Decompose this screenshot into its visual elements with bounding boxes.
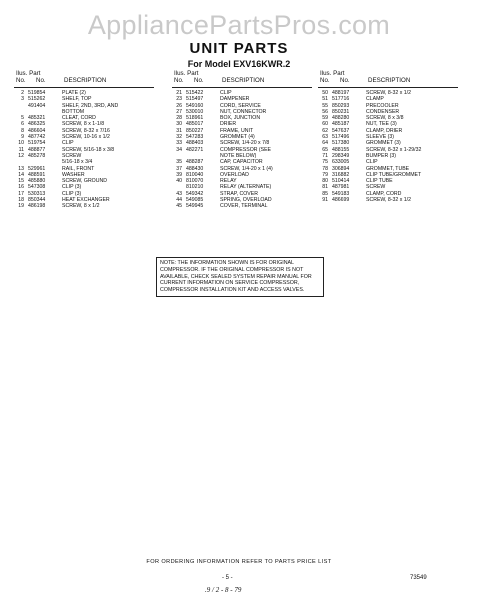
part-number: 306894 bbox=[332, 165, 350, 172]
part-number: 547283 bbox=[186, 134, 204, 141]
part-number: 519854 bbox=[28, 90, 46, 96]
illustration-number: 56 bbox=[322, 108, 328, 115]
part-number: 491404 bbox=[28, 102, 46, 109]
illustration-number: 91 bbox=[322, 197, 328, 204]
part-number: 488591 bbox=[28, 171, 46, 178]
description-header: DESCRIPTION bbox=[368, 77, 411, 84]
illustration-number: 80 bbox=[322, 178, 328, 185]
illustration-number: 3 bbox=[21, 96, 24, 103]
part-description: SPRING, OVERLOAD bbox=[220, 197, 272, 204]
part-description: DAMPENER bbox=[220, 96, 250, 103]
part-description: STRAP, COVER bbox=[220, 190, 258, 197]
part-number: 488280 bbox=[332, 115, 350, 122]
illustration-number: 5 bbox=[21, 115, 24, 122]
part-no-header: No. bbox=[194, 77, 204, 84]
illustration-number: 75 bbox=[322, 159, 328, 166]
part-number: 488197 bbox=[332, 90, 350, 96]
illustration-number: 23 bbox=[176, 96, 182, 103]
illustration-number: 78 bbox=[322, 165, 328, 172]
part-description: CLAMP bbox=[366, 96, 384, 103]
part-description: NUT, TEE (3) bbox=[366, 121, 397, 128]
illustration-number: 55 bbox=[322, 102, 328, 109]
part-description: SCREW, 8-32 x 1/2 bbox=[366, 90, 411, 96]
column-header bbox=[318, 70, 458, 88]
illustration-number: 51 bbox=[322, 96, 328, 103]
part-row bbox=[318, 197, 458, 203]
part-description: FRAME, UNIT bbox=[220, 127, 254, 134]
ilus-no-header: No. bbox=[174, 77, 184, 84]
model-subtitle: For Model EXV16KWR.2 bbox=[187, 59, 291, 69]
part-number: 487742 bbox=[28, 134, 46, 141]
part-number: 517716 bbox=[332, 96, 350, 103]
part-description: RELAY bbox=[220, 178, 237, 185]
part-description: CORD, SERVICE bbox=[220, 102, 261, 109]
part-number: 486699 bbox=[332, 197, 350, 204]
illustration-number: 43 bbox=[176, 190, 182, 197]
part-row bbox=[14, 203, 154, 209]
column-header bbox=[172, 70, 312, 88]
illustration-number: 32 bbox=[176, 134, 182, 141]
part-number: 530010 bbox=[186, 108, 204, 115]
illustration-number: 60 bbox=[322, 121, 328, 128]
illustration-number: 62 bbox=[322, 127, 328, 134]
illustration-number: 30 bbox=[176, 121, 182, 128]
part-description: CLIP (3) bbox=[62, 184, 82, 191]
illustration-number: 16 bbox=[18, 184, 24, 191]
illustration-number: 8 bbox=[21, 127, 24, 134]
illustration-number: 26 bbox=[176, 102, 182, 109]
part-description: SCREW bbox=[62, 152, 82, 159]
illustration-number: 12 bbox=[18, 152, 24, 159]
illustration-number: 15 bbox=[18, 178, 24, 185]
part-description: CLIP TUBE bbox=[366, 178, 393, 185]
part-description: SCREW, 5/16-18 x 3/8 bbox=[62, 146, 115, 153]
part-description: COMPRESSOR (SEE bbox=[220, 146, 272, 153]
illustration-number: 33 bbox=[176, 140, 182, 147]
illustration-number: 34 bbox=[176, 146, 182, 153]
description-header: DESCRIPTION bbox=[222, 77, 265, 84]
part-number: 485880 bbox=[28, 178, 46, 185]
part-description: SCREW, 1/4-20 x 7/8 bbox=[220, 140, 270, 147]
illustration-number: 2 bbox=[21, 90, 24, 96]
part-description: 5/16-18 x 3/4 bbox=[62, 159, 93, 166]
part-description: CLEAT, CORD bbox=[62, 115, 96, 122]
illustration-number: 11 bbox=[18, 146, 24, 153]
part-description: COVER, TERMINAL bbox=[220, 203, 268, 210]
parts-column-1 bbox=[14, 70, 154, 210]
part-number: 850293 bbox=[332, 102, 350, 109]
part-number: 549342 bbox=[186, 190, 204, 197]
part-description: CLIP (3) bbox=[62, 190, 82, 197]
part-number: 850227 bbox=[186, 127, 204, 134]
part-description: GROMMET (3) bbox=[366, 140, 401, 147]
illustration-number: 18 bbox=[18, 197, 24, 204]
page-number: - 5 - bbox=[222, 575, 233, 581]
part-number: 482271 bbox=[186, 146, 204, 153]
part-number: 485278 bbox=[28, 152, 46, 159]
illustration-number: 14 bbox=[18, 171, 24, 178]
illustration-number: 39 bbox=[176, 171, 182, 178]
part-description: BOX, JUNCTION bbox=[220, 115, 261, 122]
parts-list bbox=[172, 90, 312, 210]
part-row bbox=[172, 203, 312, 209]
part-description: SCREW, 8-32 x 7/16 bbox=[62, 127, 110, 134]
part-description: CLIP TUBE/GROMMET bbox=[366, 171, 422, 178]
part-number: 549945 bbox=[186, 203, 204, 210]
part-number: 486198 bbox=[28, 203, 46, 210]
ilus-no-header: No. bbox=[16, 77, 26, 84]
illustration-number: 21 bbox=[176, 90, 182, 96]
part-number: 530313 bbox=[28, 190, 46, 197]
part-description: PLATE (2) bbox=[62, 90, 86, 96]
illustration-number: 85 bbox=[322, 190, 328, 197]
part-description: BUMPER (3) bbox=[366, 152, 396, 159]
part-number: 549160 bbox=[186, 102, 204, 109]
part-no-header: No. bbox=[340, 77, 350, 84]
illustration-number: 63 bbox=[322, 134, 328, 141]
compressor-note-box: NOTE: THE INFORMATION SHOWN IS FOR ORIGINAL COMPRESSOR. IF THE ORIGINAL COMPRESSOR IS NOT AVAILABLE, CHECK SEALED SYSTEM REPAIR MANUAL FOR CURRENT INFORMATION ON SERVICE COMPRESSOR, COMPRESSOR INSTALLATION KIT AND ACCESS VALVES. bbox=[156, 257, 324, 297]
ilus-part-header: Ilus. Part bbox=[320, 70, 345, 77]
part-description: SCREW, 8-32 x 1/2 bbox=[366, 197, 411, 204]
part-description: CLIP bbox=[62, 140, 74, 147]
illustration-number: 65 bbox=[322, 146, 328, 153]
part-description: OVERLOAD bbox=[220, 171, 249, 178]
part-description: RAIL, FRONT bbox=[62, 165, 95, 172]
part-number: 515497 bbox=[186, 96, 204, 103]
part-description: SCREW, 8-32 x 1-29/32 bbox=[366, 146, 422, 153]
illustration-number: 64 bbox=[322, 140, 328, 147]
part-description: SCREW, 10-16 x 1/2 bbox=[62, 134, 110, 141]
part-number: 485017 bbox=[186, 121, 204, 128]
part-number: 518961 bbox=[186, 115, 204, 122]
part-description: CAP, CAPACITOR bbox=[220, 159, 263, 166]
illustration-number: 28 bbox=[176, 115, 182, 122]
part-description: GROMMET (4) bbox=[220, 134, 255, 141]
part-description: NOTE BELOW) bbox=[220, 152, 257, 159]
part-number: 486325 bbox=[28, 121, 46, 128]
part-number: 488155 bbox=[332, 146, 350, 153]
part-number: 633005 bbox=[332, 159, 350, 166]
part-description: GROMMET, TUBE bbox=[366, 165, 410, 172]
part-description: DRIER bbox=[220, 121, 237, 128]
part-number: 549183 bbox=[332, 190, 350, 197]
illustration-number: 13 bbox=[18, 165, 24, 172]
handwritten-date: .9 / 2 - 8 - 79 bbox=[205, 586, 242, 594]
part-description: SCREW, 8 x 3/8 bbox=[366, 115, 404, 122]
illustration-number: 59 bbox=[322, 115, 328, 122]
part-description: CLAMP, CORD bbox=[366, 190, 402, 197]
part-number: 517380 bbox=[332, 140, 350, 147]
part-number: 517496 bbox=[332, 134, 350, 141]
parts-column-3 bbox=[318, 70, 458, 203]
illustration-number: 37 bbox=[176, 165, 182, 172]
page-title: UNIT PARTS bbox=[189, 40, 289, 57]
part-description: SHELF, 2ND, 3RD, AND bbox=[62, 102, 119, 109]
part-description: HEAT EXCHANGER bbox=[62, 197, 110, 204]
ilus-part-header: Ilus. Part bbox=[16, 70, 41, 77]
part-description: SCREW, 8 x 1-1/8 bbox=[62, 121, 105, 128]
part-number: 488877 bbox=[28, 146, 46, 153]
part-description: SHELF, TOP bbox=[62, 96, 92, 103]
part-number: 515262 bbox=[28, 96, 46, 103]
part-number: 529961 bbox=[28, 165, 46, 172]
illustration-number: 17 bbox=[18, 190, 24, 197]
illustration-number: 31 bbox=[176, 127, 182, 134]
illustration-number: 6 bbox=[21, 121, 24, 128]
part-number: 850344 bbox=[28, 197, 46, 204]
part-number: 298349 bbox=[332, 152, 350, 159]
illustration-number: 79 bbox=[322, 171, 328, 178]
part-number: 810040 bbox=[186, 171, 204, 178]
part-number: 485321 bbox=[28, 115, 46, 122]
part-number: 488403 bbox=[186, 140, 204, 147]
illustration-number: 10 bbox=[18, 140, 24, 147]
illustration-number: 27 bbox=[176, 108, 182, 115]
document-number: 73549 bbox=[410, 575, 427, 581]
part-description: SCREW, 8 x 1/2 bbox=[62, 203, 100, 210]
part-description: CLIP bbox=[366, 159, 378, 166]
part-description: SLEEVE (3) bbox=[366, 134, 394, 141]
description-header: DESCRIPTION bbox=[64, 77, 107, 84]
part-description: NUT, CONNECTOR bbox=[220, 108, 267, 115]
part-description: SCREW, GROUND bbox=[62, 178, 107, 185]
site-watermark: AppliancePartsPros.com bbox=[87, 10, 391, 40]
ilus-no-header: No. bbox=[320, 77, 330, 84]
part-description: CLAMP, DRIER bbox=[366, 127, 403, 134]
illustration-number: 45 bbox=[176, 203, 182, 210]
part-number: 547308 bbox=[28, 184, 46, 191]
part-description: CONDENSER bbox=[366, 108, 400, 115]
illustration-number: 9 bbox=[21, 134, 24, 141]
illustration-number: 35 bbox=[176, 159, 182, 166]
part-description: CLIP bbox=[220, 90, 232, 96]
part-no-header: No. bbox=[36, 77, 46, 84]
part-description: WASHER bbox=[62, 171, 85, 178]
part-description: RELAY (ALTERNATE) bbox=[220, 184, 272, 191]
illustration-number: 44 bbox=[176, 197, 182, 204]
part-number: 810070 bbox=[186, 178, 204, 185]
part-number: 488430 bbox=[186, 165, 204, 172]
part-number: 316882 bbox=[332, 171, 350, 178]
illustration-number: 50 bbox=[322, 90, 328, 96]
illustration-number: 81 bbox=[322, 184, 328, 191]
ilus-part-header: Ilus. Part bbox=[174, 70, 199, 77]
part-number: 810210 bbox=[186, 184, 204, 191]
parts-column-2 bbox=[172, 70, 312, 210]
part-number: 515422 bbox=[186, 90, 204, 96]
part-number: 488287 bbox=[186, 159, 204, 166]
illustration-number: 40 bbox=[176, 178, 182, 185]
part-description: BOTTOM bbox=[62, 108, 85, 115]
illustration-number: 71 bbox=[322, 152, 328, 159]
parts-list bbox=[14, 90, 154, 210]
part-description: SCREW bbox=[366, 184, 386, 191]
ordering-info-footer: FOR ORDERING INFORMATION REFER TO PARTS PRICE LIST bbox=[146, 559, 332, 565]
part-description: SCREW, 1/4-20 x 1 (4) bbox=[220, 165, 273, 172]
parts-list bbox=[318, 90, 458, 203]
part-number: 485187 bbox=[332, 121, 350, 128]
part-number: 549085 bbox=[186, 197, 204, 204]
illustration-number: 19 bbox=[18, 203, 24, 210]
part-number: 547637 bbox=[332, 127, 350, 134]
column-header bbox=[14, 70, 154, 88]
part-number: 487981 bbox=[332, 184, 350, 191]
part-number: 519754 bbox=[28, 140, 46, 147]
part-number: 510414 bbox=[332, 178, 350, 185]
part-description: PRECOOLER bbox=[366, 102, 399, 109]
part-number: 486604 bbox=[28, 127, 46, 134]
part-number: 850231 bbox=[332, 108, 350, 115]
